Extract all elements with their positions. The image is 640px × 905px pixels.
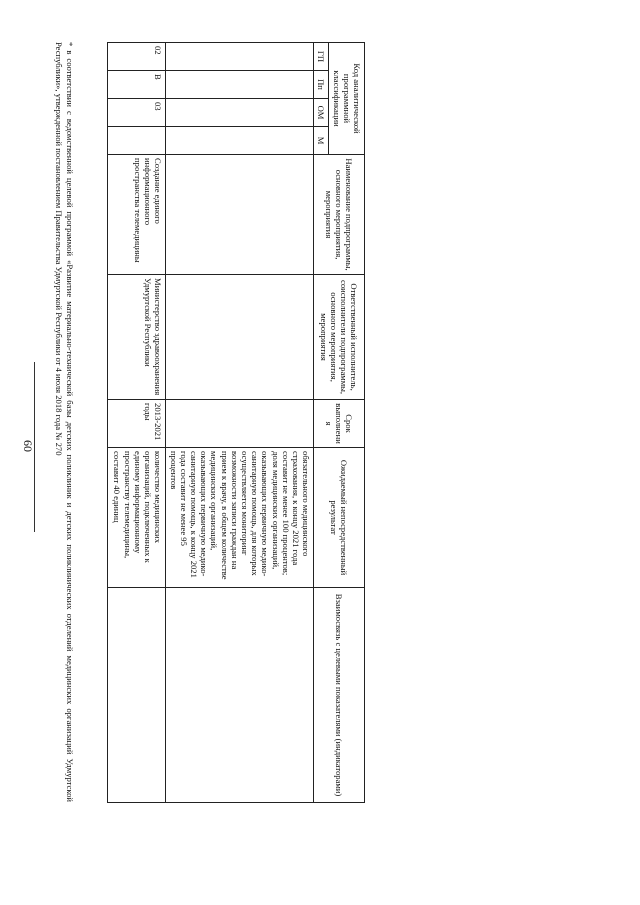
cell-name [166, 155, 314, 275]
header-pp: Пп [314, 71, 329, 99]
header-relation: Взаимосвязь с целевыми показателями (индикаторами) [314, 588, 365, 803]
cell-pp [166, 71, 314, 99]
header-code-group: Код аналитической программной классификации [329, 43, 365, 155]
cell-m [108, 127, 166, 155]
table-row [166, 43, 314, 803]
program-table [107, 42, 365, 803]
header-name: Наименование подпрограммы, основного мероприятия, мероприятия [314, 155, 365, 275]
cell-m [166, 127, 314, 155]
cell-executor: Министерство здравоохранения Удмуртской Республики [108, 275, 166, 400]
header-om: ОМ [314, 99, 329, 127]
cell-result: обязательного медицинского страхования, к концу 2021 года составит не менее 100 процентов; доля медицинских организаций, оказывающих первичную медико-санитарную помощь, для которых осуществляется мониторинг возможности записи граждан на прием к врачу, в общем количестве медицинских организаций, оказывающих первичную медико-санитарную помощь, к концу 2021 года составит не менее 95 процентов [166, 448, 314, 588]
footnote-divider [34, 362, 35, 532]
cell-term: 2013-2021 годы [108, 400, 166, 448]
cell-gp: 02 [108, 43, 166, 71]
cell-result: количество медицинских организаций, подключенных к единому информационному пространству телемедицины, составит 40 единиц [108, 448, 166, 588]
cell-gp [166, 43, 314, 71]
cell-executor [166, 275, 314, 400]
rotated-page-content [54, 42, 365, 802]
cell-om [166, 99, 314, 127]
header-gp: ГП [314, 43, 329, 71]
cell-pp: В [108, 71, 166, 99]
header-term: Срок выполнения [314, 400, 365, 448]
table-row [108, 43, 166, 803]
header-m: М [314, 127, 329, 155]
cell-relation [108, 588, 166, 803]
cell-relation [166, 588, 314, 803]
header-executor: Ответственный исполнитель, соисполнители подпрограммы, основного мероприятия, мероприятия [314, 275, 365, 400]
header-result: Ожидаемый непосредственный результат [314, 448, 365, 588]
page-number: 60 [21, 440, 35, 452]
footnote: * в соответствии с ведомственной целевой программой «Развитие материально-технической базы детских поликлиник и детских поликлинических отделений медицинских организаций Удмуртской Республики», утвержденной постановлением Правительства Удмуртской Республики от 4 июля 2018 года № 270 [54, 42, 75, 802]
cell-om: 03 [108, 99, 166, 127]
cell-term [166, 400, 314, 448]
cell-name: Создание единого информационного пространства телемедицины [108, 155, 166, 275]
